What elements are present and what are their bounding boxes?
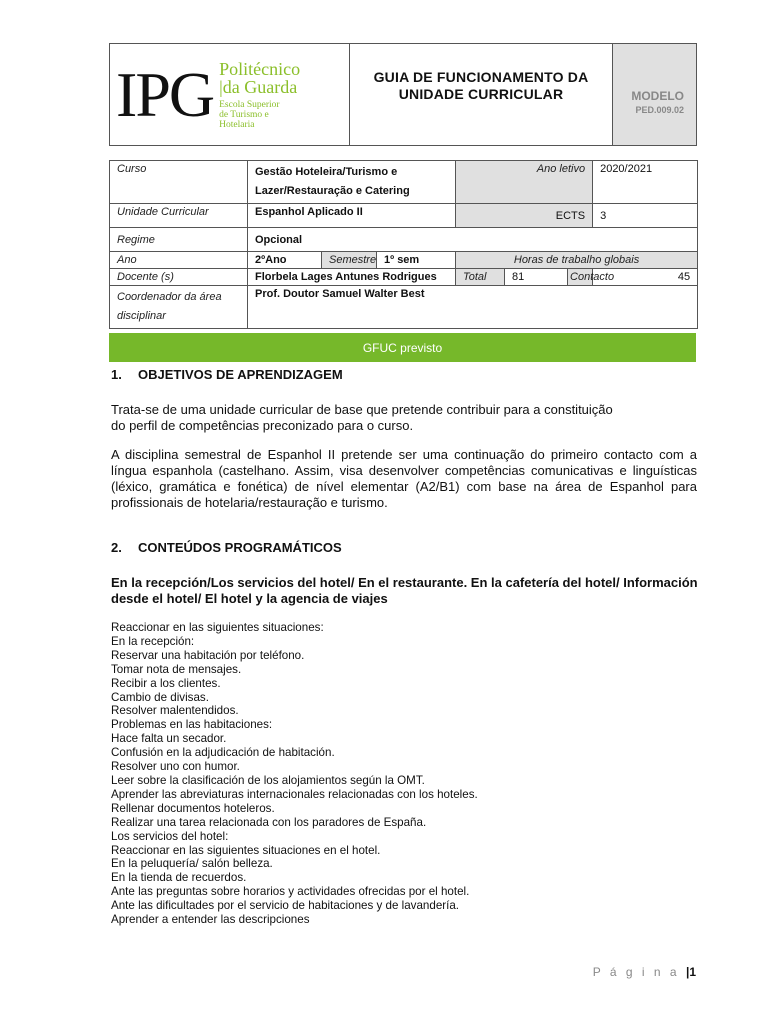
list-item: Resolver malentendidos. <box>111 704 239 718</box>
ipg-logo <box>110 44 350 145</box>
horas-label: Horas de trabalho globais <box>456 252 698 269</box>
section1-para1 <box>111 402 697 434</box>
list-item: En la recepción: <box>111 634 195 648</box>
list-item: Cambio de divisas. <box>111 690 209 704</box>
section1-para2: A disciplina semestral de Espanhol II pretende ser uma continuação do primeiro contacto com a língua espanhola (castelhano. Assim, visa desenvolver competências comunicativas e linguísticas (léxico, gramática e fonética) de nível elementar (A2/B1) com base na área de Espanhol para profissionais de hotelaria/restauração e turismo. <box>111 447 697 510</box>
section1-number: 1. <box>111 367 122 382</box>
list-item: Reaccionar en las siguientes situaciones en el hotel. <box>111 843 381 857</box>
model-label: MODELO <box>631 88 684 103</box>
uc-label: Unidade Curricular <box>110 204 248 228</box>
ano-letivo-label: Ano letivo <box>456 161 593 204</box>
course-info-table <box>109 160 698 329</box>
total-label: Total <box>456 269 505 286</box>
section1-para1-line2: do perfil de competências preconizado para o curso. <box>111 418 414 433</box>
docente-value: Florbela Lages Antunes Rodrigues <box>248 269 456 286</box>
section2-number: 2. <box>111 540 122 555</box>
contents-list <box>111 621 478 927</box>
list-item: Leer sobre la clasificación de los alojamientos según la OMT. <box>111 773 425 787</box>
semestre-label: Semestre <box>322 252 377 269</box>
logo-school-line3: Hotelaria <box>219 119 255 130</box>
logo-letters: IPG <box>116 58 214 130</box>
list-item: Recibir a los clientes. <box>111 676 221 690</box>
list-item: Los servicios del hotel: <box>111 829 229 843</box>
list-item: Rellenar documentos hoteleros. <box>111 801 275 815</box>
coord-label <box>110 286 248 329</box>
title-line2: UNIDADE CURRICULAR <box>398 85 564 102</box>
contacto-value: 45 <box>593 269 698 286</box>
total-value: 81 <box>505 269 568 286</box>
curso-label: Curso <box>110 161 248 204</box>
model-box <box>613 44 696 145</box>
page-footer <box>593 965 696 979</box>
curso-value-line1: Gestão Hoteleira/Turismo e <box>255 166 398 178</box>
logo-school-line1: Escola Superior <box>219 99 280 110</box>
coord-label-line2: disciplinar <box>117 310 166 322</box>
list-item: Tomar nota de mensajes. <box>111 662 242 676</box>
ects-label: ECTS <box>456 204 593 228</box>
list-item: Resolver uno con humor. <box>111 760 240 774</box>
section2-subtitle: En la recepción/Los servicios del hotel/ En el restaurante. En la cafetería del hotel/ Información desde el hotel/ El hotel y la agencia de viajes <box>111 575 698 606</box>
page-label: P á g i n a <box>592 965 680 979</box>
curso-value <box>248 161 456 204</box>
list-item: Aprender a entender las descripciones <box>111 913 310 927</box>
list-item: En la tienda de recuerdos. <box>111 871 247 885</box>
section2-title: CONTEÚDOS PROGRAMÁTICOS <box>138 540 342 555</box>
title-line1: GUIA DE FUNCIONAMENTO DA <box>373 68 589 85</box>
list-item: Confusión en la adjudicación de habitación. <box>111 746 335 760</box>
curso-value-line2: Lazer/Restauração e Catering <box>255 185 410 197</box>
contacto-label <box>568 269 615 286</box>
regime-label: Regime <box>110 228 248 252</box>
logo-school-line2: de Turismo e <box>219 109 269 120</box>
logo-text <box>219 60 300 130</box>
document-title <box>350 44 613 145</box>
ano-value: 2ºAno <box>248 252 322 269</box>
logo-name-line1: Politécnico <box>219 58 301 79</box>
docente-label: Docente (s) <box>110 269 248 286</box>
list-item: Reaccionar en las siguientes situaciones: <box>111 621 324 634</box>
regime-value: Opcional <box>248 228 698 252</box>
list-item: Reservar una habitación por teléfono. <box>111 648 305 662</box>
list-item: En la peluquería/ salón belleza. <box>111 857 273 871</box>
coord-label-line1: Coordenador da área <box>117 291 222 303</box>
section1-title: OBJETIVOS DE APRENDIZAGEM <box>138 367 343 382</box>
uc-value: Espanhol Aplicado II <box>248 204 456 228</box>
section1-heading <box>111 367 343 382</box>
gfuc-bar: GFUC previsto <box>109 333 696 362</box>
list-item: Problemas en las habitaciones: <box>111 718 273 732</box>
page-separator: | <box>685 965 690 979</box>
semestre-value: 1º sem <box>377 252 456 269</box>
section2-heading <box>111 540 342 555</box>
logo-name-line2: |da Guarda <box>219 76 298 97</box>
list-item: Realizar una tarea relacionada con los paradores de España. <box>111 815 427 829</box>
document-header <box>109 43 697 146</box>
list-item: Ante las preguntas sobre horarios y actividades ofrecidas por el hotel. <box>111 885 470 899</box>
model-code: PED.009.02 <box>635 104 684 115</box>
list-item: Ante las dificultades por el servicio de habitaciones y de lavandería. <box>111 899 460 913</box>
contacto-label-text: Contacto <box>570 271 615 283</box>
ano-letivo-value: 2020/2021 <box>593 161 698 204</box>
list-item: Aprender las abreviaturas internacionales relacionadas con los hoteles. <box>111 787 478 801</box>
ects-value: 3 <box>593 204 698 228</box>
page-number: 1 <box>689 965 696 979</box>
coord-value: Prof. Doutor Samuel Walter Best <box>248 286 698 329</box>
ano-label: Ano <box>110 252 248 269</box>
section1-para1-line1: Trata-se de uma unidade curricular de base que pretende contribuir para a constituição <box>111 402 613 417</box>
list-item: Hace falta un secador. <box>111 732 227 746</box>
